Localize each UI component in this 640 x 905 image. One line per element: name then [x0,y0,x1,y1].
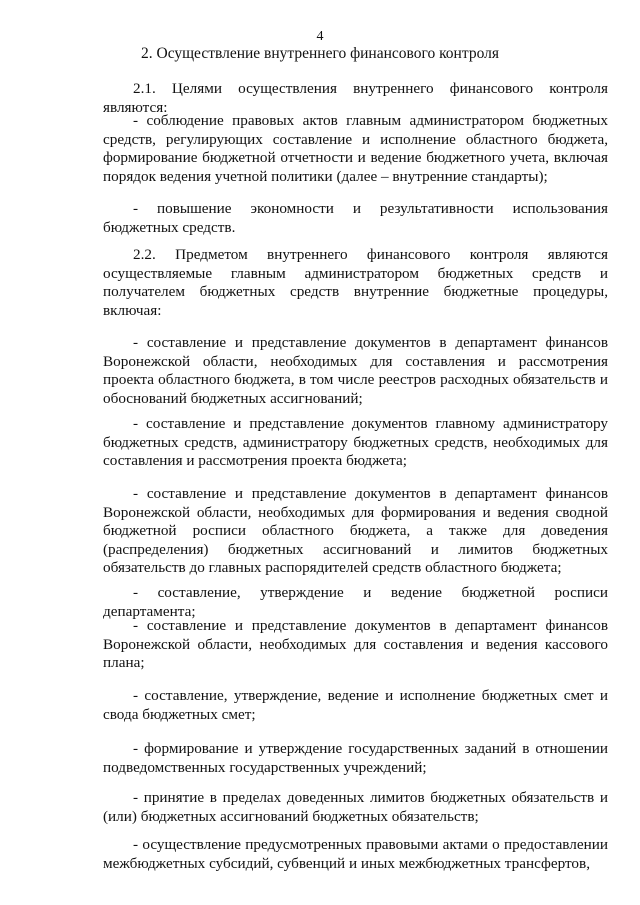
procedure-item: - составление и представление документов в департамент финансов Воронежской области, необходимых для составления и рассмотрения проекта областного бюджета, в том числе реестров расходных обязательств и обоснований бюджетных ассигнований; [103,334,608,407]
procedure-item: - составление, утверждение, ведение и исполнение бюджетных смет и свода бюджетных смет; [103,687,608,723]
page-number: 4 [316,29,324,44]
goal-item: - повышение экономности и результативности использования бюджетных средств. [103,200,608,236]
procedure-item: - составление и представление документов в департамент финансов Воронежской области, необходимых для составления и ведения кассового плана; [103,617,608,671]
paragraph-2-1: 2.1. Целями осуществления внутреннего финансового контроля являются: [103,80,608,116]
procedure-item: - осуществление предусмотренных правовыми актами о предоставлении межбюджетных субсидий, субвенций и иных межбюджетных трансфертов, [103,836,608,872]
procedure-item: - составление, утверждение и ведение бюджетной росписи департамента; [103,584,608,620]
procedure-item: - принятие в пределах доведенных лимитов бюджетных обязательств и (или) бюджетных ассигнований бюджетных обязательств; [103,789,608,825]
procedure-item: - составление и представление документов в департамент финансов Воронежской области, необходимых для формирования и ведения сводной бюджетной росписи областного бюджета, а также для доведения (распределения) бюджетных ассигнований и лимитов бюджетных обязательств до главных распорядителей средств областного бюджета; [103,485,608,576]
procedure-item: - составление и представление документов главному администратору бюджетных средств, администратору бюджетных средств, необходимых для составления и рассмотрения проекта бюджета; [103,415,608,469]
section-title: 2. Осуществление внутреннего финансового контроля [141,45,499,62]
goal-item: - соблюдение правовых актов главным администратором бюджетных средств, регулирующих составление и исполнение областного бюджета, формирование бюджетной отчетности и ведение бюджетного учета, включая порядок ведения учетной политики (далее – внутренние стандарты); [103,112,608,185]
paragraph-2-2: 2.2. Предметом внутреннего финансового контроля являются осуществляемые главным администратором бюджетных средств и получателем бюджетных средств внутренние бюджетные процедуры, включая: [103,246,608,319]
procedure-item: - формирование и утверждение государственных заданий в отношении подведомственных государственных учреждений; [103,740,608,776]
